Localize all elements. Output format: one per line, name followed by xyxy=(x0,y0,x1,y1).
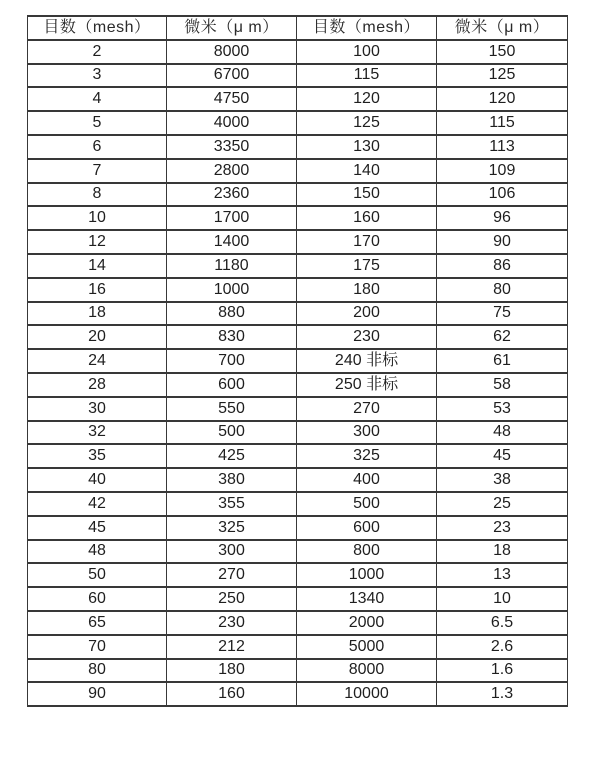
table-cell: 880 xyxy=(167,302,297,326)
table-cell: 325 xyxy=(297,444,437,468)
table-cell: 75 xyxy=(437,302,568,326)
table-cell: 18 xyxy=(437,540,568,564)
table-row xyxy=(28,468,568,492)
table-cell: 35 xyxy=(28,444,167,468)
header-row xyxy=(28,16,568,40)
table-cell: 150 xyxy=(297,183,437,207)
table-cell: 800 xyxy=(297,540,437,564)
header-cell-micron-right: 微米（μ m） xyxy=(437,16,568,40)
table-row xyxy=(28,87,568,111)
table-row xyxy=(28,135,568,159)
table-cell: 8000 xyxy=(297,659,437,683)
table-cell: 14 xyxy=(28,254,167,278)
table-header xyxy=(28,16,568,40)
table-cell: 2 xyxy=(28,40,167,64)
table-cell: 200 xyxy=(297,302,437,326)
table-body xyxy=(28,40,568,706)
table-cell: 61 xyxy=(437,349,568,373)
table-cell: 25 xyxy=(437,492,568,516)
table-cell: 380 xyxy=(167,468,297,492)
table-cell: 23 xyxy=(437,516,568,540)
table-row xyxy=(28,64,568,88)
table-cell: 325 xyxy=(167,516,297,540)
table-cell: 2800 xyxy=(167,159,297,183)
table-cell: 240 非标 xyxy=(297,349,437,373)
table-cell: 18 xyxy=(28,302,167,326)
table-cell: 10 xyxy=(437,587,568,611)
table-row xyxy=(28,635,568,659)
table-row xyxy=(28,444,568,468)
table-cell: 600 xyxy=(167,373,297,397)
table-cell: 10 xyxy=(28,206,167,230)
table-cell: 45 xyxy=(28,516,167,540)
table-cell: 425 xyxy=(167,444,297,468)
table-cell: 109 xyxy=(437,159,568,183)
table-cell: 6 xyxy=(28,135,167,159)
table-cell: 16 xyxy=(28,278,167,302)
table-cell: 1.3 xyxy=(437,682,568,706)
table-cell: 700 xyxy=(167,349,297,373)
table-cell: 180 xyxy=(167,659,297,683)
table-cell: 62 xyxy=(437,325,568,349)
table-row xyxy=(28,230,568,254)
table-row xyxy=(28,659,568,683)
table-cell: 2000 xyxy=(297,611,437,635)
table-cell: 600 xyxy=(297,516,437,540)
table-cell: 45 xyxy=(437,444,568,468)
table-cell: 5 xyxy=(28,111,167,135)
table-cell: 4750 xyxy=(167,87,297,111)
table-row xyxy=(28,325,568,349)
table-cell: 130 xyxy=(297,135,437,159)
table-cell: 500 xyxy=(167,421,297,445)
table-row xyxy=(28,421,568,445)
table-cell: 12 xyxy=(28,230,167,254)
table-cell: 24 xyxy=(28,349,167,373)
table-row xyxy=(28,492,568,516)
header-cell-micron-left: 微米（μ m） xyxy=(167,16,297,40)
table-cell: 13 xyxy=(437,563,568,587)
table-row xyxy=(28,206,568,230)
table-cell: 125 xyxy=(297,111,437,135)
table-cell: 1180 xyxy=(167,254,297,278)
table-row xyxy=(28,540,568,564)
table-cell: 2.6 xyxy=(437,635,568,659)
header-cell-mesh-left: 目数（mesh） xyxy=(28,16,167,40)
table-cell: 113 xyxy=(437,135,568,159)
table-cell: 120 xyxy=(297,87,437,111)
table-row xyxy=(28,40,568,64)
table-cell: 250 非标 xyxy=(297,373,437,397)
table-cell: 1000 xyxy=(167,278,297,302)
table-row xyxy=(28,682,568,706)
table-row xyxy=(28,563,568,587)
table-cell: 5000 xyxy=(297,635,437,659)
table-cell: 125 xyxy=(437,64,568,88)
table-cell: 170 xyxy=(297,230,437,254)
mesh-micron-conversion-table xyxy=(27,15,568,707)
table-cell: 3350 xyxy=(167,135,297,159)
table-cell: 212 xyxy=(167,635,297,659)
table-row xyxy=(28,183,568,207)
table-cell: 8 xyxy=(28,183,167,207)
table-row xyxy=(28,349,568,373)
table-cell: 160 xyxy=(297,206,437,230)
table-cell: 230 xyxy=(167,611,297,635)
table-cell: 8000 xyxy=(167,40,297,64)
table-cell: 20 xyxy=(28,325,167,349)
table-cell: 28 xyxy=(28,373,167,397)
table-cell: 1.6 xyxy=(437,659,568,683)
table-cell: 250 xyxy=(167,587,297,611)
table-cell: 58 xyxy=(437,373,568,397)
table-cell: 32 xyxy=(28,421,167,445)
table-cell: 1340 xyxy=(297,587,437,611)
table-cell: 300 xyxy=(297,421,437,445)
table-cell: 6.5 xyxy=(437,611,568,635)
table-cell: 150 xyxy=(437,40,568,64)
table-row xyxy=(28,516,568,540)
table-cell: 175 xyxy=(297,254,437,278)
table-cell: 6700 xyxy=(167,64,297,88)
table-cell: 65 xyxy=(28,611,167,635)
table-cell: 42 xyxy=(28,492,167,516)
table-cell: 3 xyxy=(28,64,167,88)
table-cell: 40 xyxy=(28,468,167,492)
table-cell: 60 xyxy=(28,587,167,611)
table-cell: 1700 xyxy=(167,206,297,230)
table-cell: 96 xyxy=(437,206,568,230)
table-cell: 90 xyxy=(437,230,568,254)
table-cell: 355 xyxy=(167,492,297,516)
table-cell: 53 xyxy=(437,397,568,421)
table-cell: 10000 xyxy=(297,682,437,706)
table-cell: 30 xyxy=(28,397,167,421)
table-cell: 270 xyxy=(167,563,297,587)
table-cell: 270 xyxy=(297,397,437,421)
table-cell: 115 xyxy=(437,111,568,135)
table-cell: 4000 xyxy=(167,111,297,135)
table-cell: 230 xyxy=(297,325,437,349)
table-cell: 115 xyxy=(297,64,437,88)
table-cell: 4 xyxy=(28,87,167,111)
table-row xyxy=(28,302,568,326)
table-cell: 830 xyxy=(167,325,297,349)
table-row xyxy=(28,254,568,278)
table-cell: 7 xyxy=(28,159,167,183)
table-cell: 80 xyxy=(437,278,568,302)
table-row xyxy=(28,373,568,397)
table-row xyxy=(28,397,568,421)
table-cell: 1000 xyxy=(297,563,437,587)
table-row xyxy=(28,111,568,135)
header-cell-mesh-right: 目数（mesh） xyxy=(297,16,437,40)
table-cell: 80 xyxy=(28,659,167,683)
table-cell: 106 xyxy=(437,183,568,207)
table-cell: 160 xyxy=(167,682,297,706)
table-cell: 550 xyxy=(167,397,297,421)
table-cell: 70 xyxy=(28,635,167,659)
table-cell: 120 xyxy=(437,87,568,111)
table-cell: 90 xyxy=(28,682,167,706)
table-row xyxy=(28,159,568,183)
table-cell: 100 xyxy=(297,40,437,64)
table-cell: 38 xyxy=(437,468,568,492)
table-cell: 500 xyxy=(297,492,437,516)
table-cell: 48 xyxy=(437,421,568,445)
table-cell: 1400 xyxy=(167,230,297,254)
table-cell: 400 xyxy=(297,468,437,492)
table-cell: 50 xyxy=(28,563,167,587)
table-row xyxy=(28,611,568,635)
table-cell: 180 xyxy=(297,278,437,302)
table-cell: 140 xyxy=(297,159,437,183)
table-cell: 86 xyxy=(437,254,568,278)
table-cell: 2360 xyxy=(167,183,297,207)
table-row xyxy=(28,278,568,302)
table-cell: 48 xyxy=(28,540,167,564)
table-cell: 300 xyxy=(167,540,297,564)
table-row xyxy=(28,587,568,611)
